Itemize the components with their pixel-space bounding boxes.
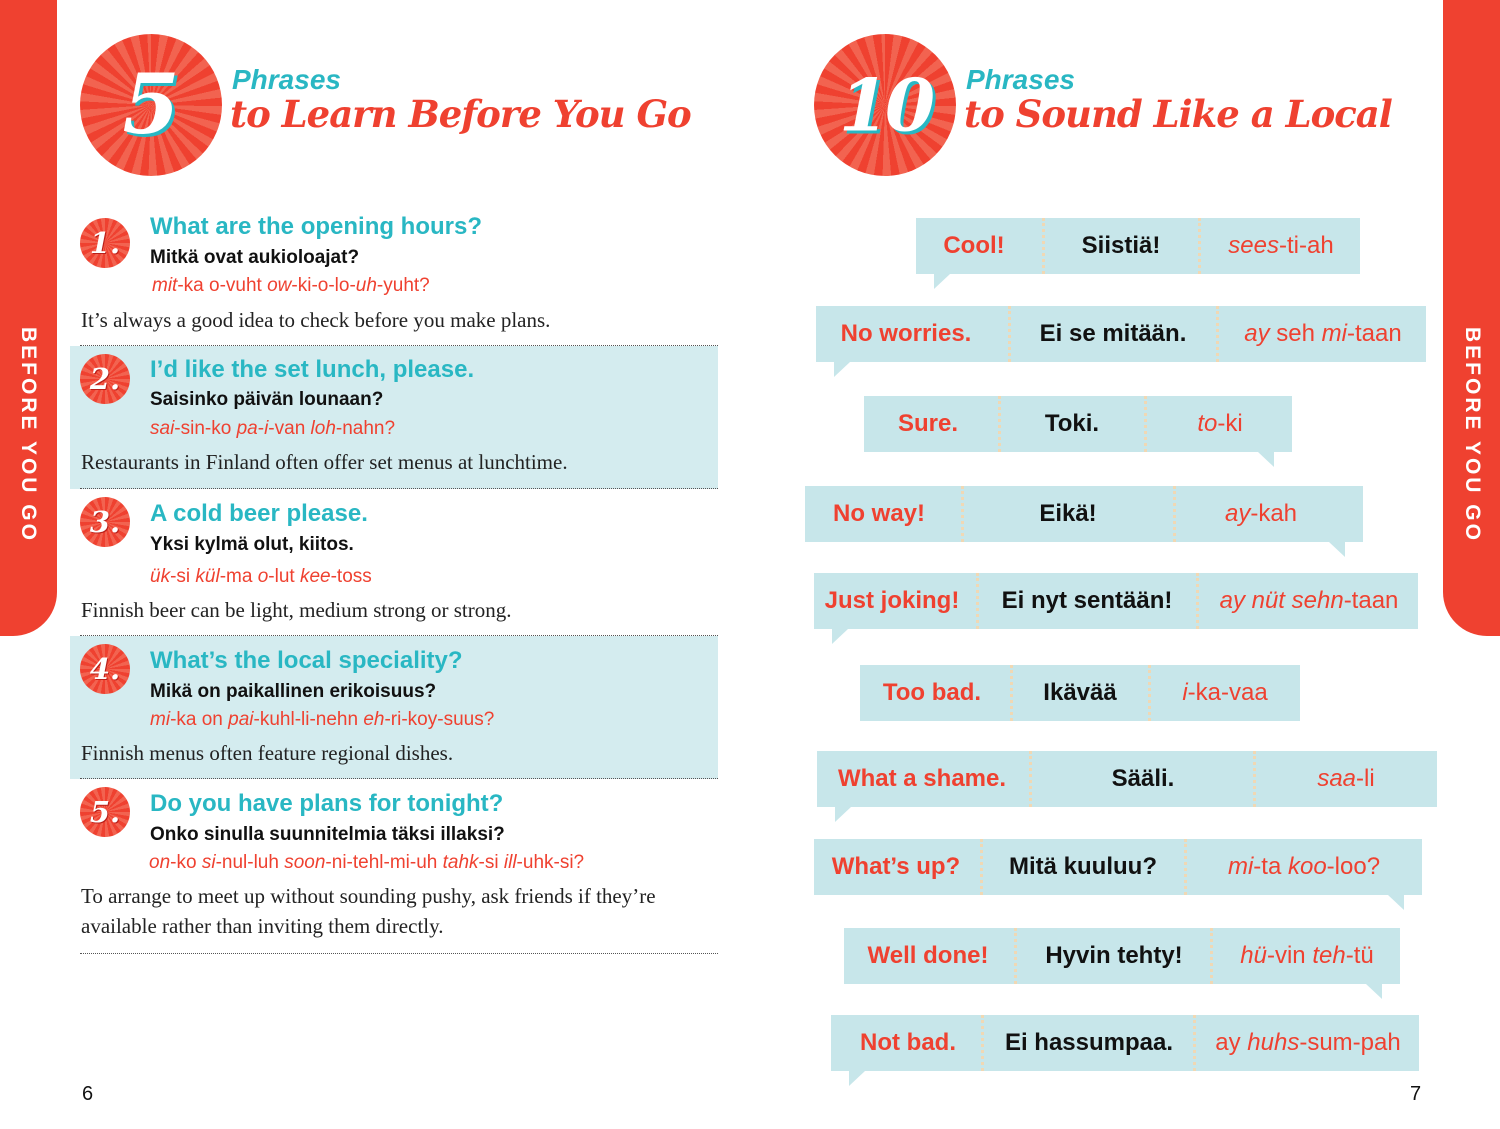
phrase-bubble-9: [844, 928, 1400, 984]
bubble-pronunciation: hü-vin teh-tü: [1210, 928, 1401, 984]
english-phrase: What are the opening hours?: [150, 213, 483, 240]
bubble-english: Well done!: [867, 942, 989, 969]
bubble-english: What’s up?: [831, 853, 961, 880]
bubble-tail: [934, 274, 956, 289]
burst-number: 5: [122, 57, 180, 153]
phrase-bubble-7: [817, 751, 1437, 807]
page-number-right: 7: [1410, 1083, 1422, 1105]
bubble-finnish: Sääli.: [1029, 751, 1254, 807]
bubble-english: What a shame.: [837, 765, 1007, 792]
bubble-finnish: Eikä!: [961, 486, 1172, 542]
number-burst-5: [80, 34, 222, 176]
phrase-bubble-5: [814, 573, 1418, 629]
side-tab-label: BEFORE YOU GO: [1461, 327, 1484, 543]
side-tab-left: [0, 0, 57, 636]
finnish-phrase: Mikä on paikallinen erikoisuus?: [150, 681, 437, 702]
number-badge: 5.: [80, 787, 130, 837]
phrase-item-5: [70, 779, 718, 954]
english-phrase: What’s the local speciality?: [150, 647, 463, 674]
bubble-pronunciation: i-ka-vaa: [1148, 665, 1299, 721]
bubble-english: No way!: [832, 500, 925, 527]
bubble-pronunciation: ay huhs-sum-pah: [1193, 1015, 1420, 1071]
bubble-pronunciation: saa-li: [1253, 751, 1436, 807]
heading-subtitle: to Sound Like a Local: [964, 92, 1392, 136]
phrase-bubble-10: [831, 1015, 1419, 1071]
number-badge: 2.: [80, 354, 130, 404]
heading-phrases: Phrases: [232, 64, 341, 95]
phrase-bubble-2: [816, 306, 1426, 362]
number-badge: 1.: [80, 218, 130, 268]
burst-number: 10: [838, 62, 932, 148]
bubble-pronunciation: ay-kah: [1173, 486, 1346, 542]
bubble-finnish: Toki.: [998, 396, 1143, 452]
dotted-divider: [80, 953, 718, 954]
pronunciation: mi-ka on pai-kuhl-li-nehn eh-ri-koy-suus?: [150, 709, 495, 730]
finnish-phrase: Mitkä ovat aukioloajat?: [150, 247, 360, 268]
finnish-phrase: Onko sinulla suunnitelmia täksi illaksi?: [150, 824, 505, 845]
bubble-finnish: Hyvin tehty!: [1014, 928, 1211, 984]
number-badge: 4.: [80, 644, 130, 694]
phrase-tip: It’s always a good idea to check before you make plans.: [81, 308, 551, 332]
phrase-tip: Finnish menus often feature regional dishes.: [81, 741, 454, 765]
bubble-pronunciation: ay seh mi-taan: [1216, 306, 1427, 362]
phrase-item-4: [70, 636, 718, 779]
bubble-tail: [835, 807, 857, 822]
bubble-finnish: Ei hassumpaa.: [981, 1015, 1194, 1071]
bubble-pronunciation: to-ki: [1144, 396, 1293, 452]
pronunciation: on-ko si-nul-luh soon-ni-tehl-mi-uh tahk-si ill-uhk-si?: [149, 852, 585, 873]
bubble-english: Just joking!: [824, 587, 960, 614]
bubble-tail: [834, 362, 856, 377]
phrase-bubble-3: [864, 396, 1292, 452]
bubble-pronunciation: mi-ta koo-loo?: [1184, 839, 1421, 895]
bubble-tail: [849, 1071, 871, 1086]
finnish-phrase: Yksi kylmä olut, kiitos.: [150, 534, 354, 555]
heading-phrases: Phrases: [966, 64, 1075, 95]
bubble-english: No worries.: [840, 320, 972, 347]
side-tab-right: [1443, 0, 1500, 636]
bubble-pronunciation: ay nüt sehn-taan: [1196, 573, 1419, 629]
bubble-finnish: Mitä kuuluu?: [980, 839, 1183, 895]
bubble-tail: [832, 629, 854, 644]
phrase-bubble-4: [805, 486, 1363, 542]
number-burst-10: [814, 34, 956, 176]
side-tab-label: BEFORE YOU GO: [17, 327, 40, 543]
pronunciation: mit-ka o-vuht ow-ki-o-lo-uh-yuht?: [152, 275, 430, 296]
bubble-tail: [1323, 542, 1345, 557]
bubble-tail: [1252, 452, 1274, 467]
bubble-finnish: Siistiä!: [1042, 218, 1197, 274]
bubble-english: Cool!: [943, 232, 1005, 259]
number-badge: 3.: [80, 497, 130, 547]
pronunciation: ük-si kül-ma o-lut kee-toss: [150, 566, 372, 587]
english-phrase: Do you have plans for tonight?: [150, 790, 504, 817]
phrase-item-2: [70, 346, 718, 489]
bubble-finnish: Ei nyt sentään!: [976, 573, 1195, 629]
heading-subtitle: to Learn Before You Go: [230, 92, 691, 136]
bubble-english: Not bad.: [860, 1029, 956, 1056]
phrase-bubble-6: [860, 665, 1300, 721]
phrase-bubble-1: [916, 218, 1360, 274]
bubble-pronunciation: sees-ti-ah: [1198, 218, 1361, 274]
finnish-phrase: Saisinko päivän lounaan?: [150, 389, 384, 410]
phrase-item-1: [70, 204, 718, 346]
phrase-tip: Finnish beer can be light, medium strong or strong.: [81, 598, 512, 622]
bubble-tail: [1382, 895, 1404, 910]
phrase-bubble-8: [814, 839, 1422, 895]
english-phrase: A cold beer please.: [150, 500, 368, 527]
bubble-tail: [1360, 984, 1382, 999]
phrase-tip: Restaurants in Finland often offer set menus at lunchtime.: [81, 450, 568, 474]
phrase-item-3: [70, 489, 718, 636]
phrase-tip: To arrange to meet up without sounding pushy, ask friends if they’re available rather than inviting them directly.: [81, 884, 656, 938]
page-number-left: 6: [82, 1083, 94, 1105]
bubble-english: Sure.: [897, 410, 959, 437]
english-phrase: I’d like the set lunch, please.: [150, 356, 475, 383]
bubble-english: Too bad.: [882, 679, 982, 706]
pronunciation: sai-sin-ko pa-i-van loh-nahn?: [150, 418, 396, 439]
bubble-finnish: Ikävää: [1010, 665, 1147, 721]
bubble-finnish: Ei se mitään.: [1008, 306, 1215, 362]
